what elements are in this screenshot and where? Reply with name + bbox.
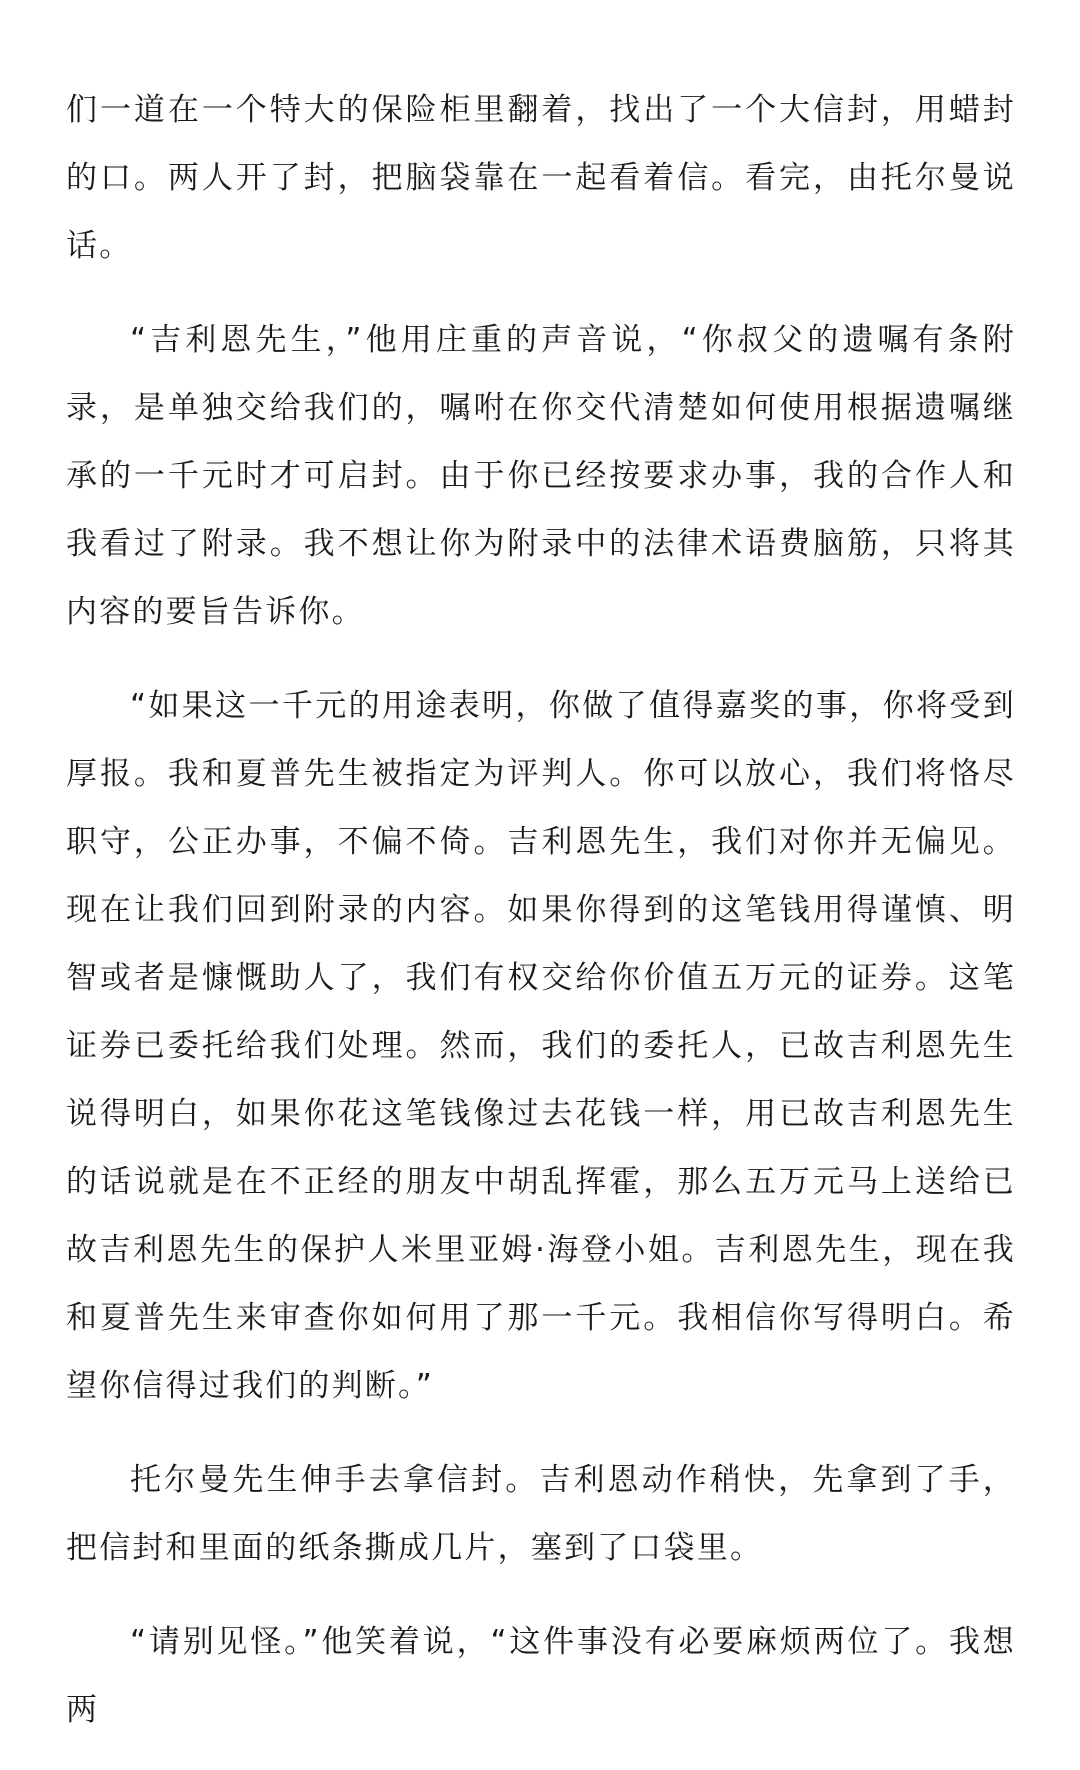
body-text — [66, 76, 1016, 1770]
paragraph-2: “吉利恩先生，”他用庄重的声音说，“你叔父的遗嘱有条附录，是单独交给我们的，嘱咐在你交代清楚如何使用根据遗嘱继承的一千元时才可启封。由于你已经按要求办事，我的合作人和我看过了附录。我不想让你为附录中的法律术语费脑筋，只将其内容的要旨告诉你。 — [66, 322, 1016, 630]
paragraph-1: 们一道在一个特大的保险柜里翻着，找出了一个大信封，用蜡封的口。两人开了封，把脑袋靠在一起看着信。看完，由托尔曼说话。 — [66, 92, 1016, 264]
paragraph-5: “请别见怪。”他笑着说，“这件事没有必要麻烦两位了。我想两 — [66, 1624, 1016, 1728]
paragraph-3: “如果这一千元的用途表明，你做了值得嘉奖的事，你将受到厚报。我和夏普先生被指定为评判人。你可以放心，我们将恪尽职守，公正办事，不偏不倚。吉利恩先生，我们对你并无偏见。现在让我们回到附录的内容。如果你得到的这笔钱用得谨慎、明智或者是慷慨助人了，我们有权交给你价值五万元的证券。这笔证券已委托给我们处理。然而，我们的委托人，已故吉利恩先生说得明白，如果你花这笔钱像过去花钱一样，用已故吉利恩先生的话说就是在不正经的朋友中胡乱挥霍，那么五万元马上送给已故吉利恩先生的保护人米里亚姆·海登小姐。吉利恩先生，现在我和夏普先生来审查你如何用了那一千元。我相信你写得明白。希望你信得过我们的判断。” — [66, 688, 1016, 1404]
paragraph-4: 托尔曼先生伸手去拿信封。吉利恩动作稍快，先拿到了手，把信封和里面的纸条撕成几片，塞到了口袋里。 — [66, 1462, 1016, 1566]
